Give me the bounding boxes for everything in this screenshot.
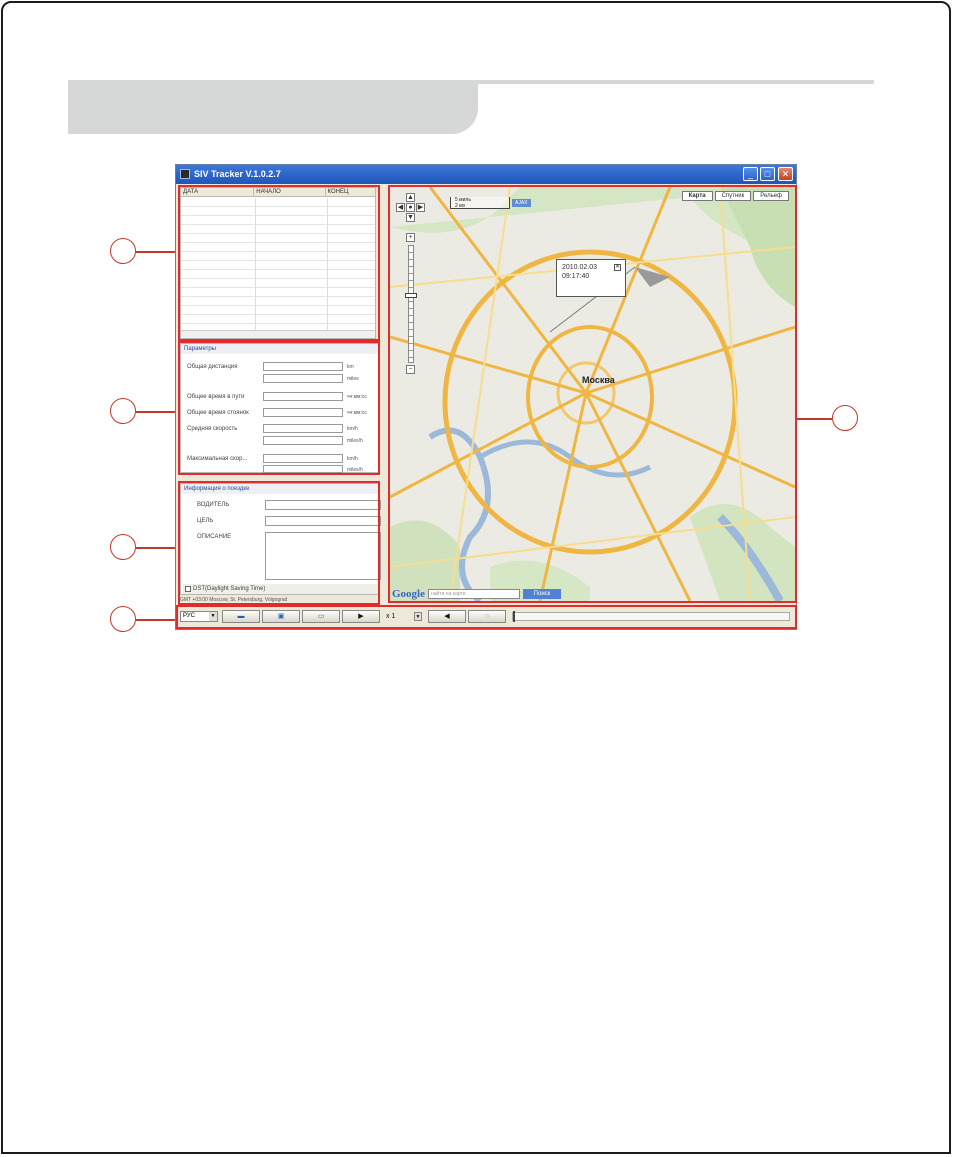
callout-marker-parameters: [110, 398, 136, 424]
popup-time: 09:17:40: [562, 273, 590, 280]
annotation-box-parameters: [178, 341, 380, 475]
trip-info-title: Информация о поездке: [181, 484, 379, 494]
folder-icon: ▬: [237, 613, 245, 620]
param-unit: km/h: [347, 426, 358, 432]
dst-label: DST(Daylight Saving Time): [193, 586, 266, 592]
maximize-button[interactable]: □: [760, 167, 775, 181]
pan-right-icon[interactable]: ▶: [417, 204, 424, 211]
minimize-button[interactable]: _: [743, 167, 758, 181]
param-label-max-speed: Максимальная скор...: [187, 456, 248, 462]
driver-label: ВОДИТЕЛЬ: [197, 502, 230, 508]
param-unit: miles: [347, 376, 359, 382]
column-header-end[interactable]: КОНЕЦ: [327, 189, 349, 195]
popup-date: 2010.02.03: [562, 264, 598, 271]
purpose-label: ЦЕЛЬ: [197, 518, 214, 524]
window-title: SIV Tracker V.1.0.2.7: [194, 169, 281, 179]
callout-line-map: [796, 418, 832, 420]
save-icon: ▣: [277, 613, 285, 620]
timezone-text: GMT +03:00 Moscow, St. Petersburg, Volgograd: [180, 597, 288, 603]
speed-value: x 1: [386, 613, 396, 620]
zoom-out-icon[interactable]: −: [406, 365, 415, 374]
param-unit: km/h: [347, 456, 358, 462]
callout-marker-toolbar: [110, 606, 136, 632]
google-logo: Google: [392, 588, 425, 600]
callout-line-toolbar: [136, 619, 180, 621]
param-unit: miles/h: [347, 467, 363, 473]
annotation-box-list: [178, 185, 380, 341]
language-value: РУС: [183, 613, 196, 619]
param-unit: чч:мм:сс: [347, 394, 367, 400]
callout-marker-trip-info: [110, 534, 136, 560]
param-unit: чч:мм:сс: [347, 410, 367, 416]
app-window: [175, 164, 797, 630]
zoom-in-icon[interactable]: +: [406, 233, 415, 242]
scale-label-miles: 5 миль: [455, 197, 471, 203]
map-type-satellite-button[interactable]: Спутник: [715, 191, 752, 201]
map-search-input[interactable]: найти на карте: [428, 589, 520, 599]
pan-center-icon[interactable]: ●: [406, 203, 415, 212]
callout-line-parameters: [136, 411, 180, 413]
reverse-icon: ◀: [444, 613, 450, 620]
close-icon[interactable]: ✕: [615, 264, 621, 270]
record-icon: ○: [484, 613, 490, 620]
pan-left-icon[interactable]: ◀: [397, 204, 404, 211]
chevron-down-icon[interactable]: ▼: [210, 613, 216, 619]
print-icon: ▭: [317, 613, 325, 620]
callout-line-list: [136, 251, 180, 253]
param-label-average-speed: Средняя скорость: [187, 426, 238, 432]
pan-down-icon[interactable]: ▼: [407, 214, 414, 221]
section-header-band: [68, 84, 478, 134]
titlebar: [176, 165, 796, 184]
close-button[interactable]: ✕: [778, 167, 793, 181]
annotation-box-map: [388, 185, 797, 603]
pan-up-icon[interactable]: ▲: [407, 194, 414, 201]
app-icon: [180, 169, 190, 179]
play-icon: ▶: [358, 613, 364, 620]
annotation-box-trip-info: [178, 481, 380, 605]
callout-marker-list: [110, 238, 136, 264]
param-label-stop-time: Общее время стоянок: [187, 410, 249, 416]
scale-badge: AJAX: [512, 199, 531, 207]
description-label: ОПИСАНИЕ: [197, 534, 232, 540]
column-header-date[interactable]: ДАТА: [181, 188, 254, 196]
column-header-start[interactable]: НАЧАЛО: [254, 188, 325, 196]
map-search-button[interactable]: Поиск: [523, 589, 561, 599]
annotation-box-toolbar: [176, 605, 797, 629]
chevron-down-icon[interactable]: ▼: [415, 614, 421, 620]
map-type-terrain-button[interactable]: Рельеф: [753, 191, 789, 201]
scale-label-km: 2 км: [455, 203, 465, 209]
param-label-total-distance: Общая дистанция: [187, 364, 238, 370]
parameters-title: Параметры: [181, 344, 379, 354]
callout-marker-map: [832, 405, 858, 431]
param-unit: miles/h: [347, 438, 363, 444]
city-label: Москва: [582, 375, 615, 385]
param-unit: km: [347, 364, 354, 370]
map-type-map-button[interactable]: Карта: [682, 191, 713, 201]
param-label-travel-time: Общее время в пути: [187, 394, 245, 400]
callout-line-trip-info: [136, 547, 180, 549]
